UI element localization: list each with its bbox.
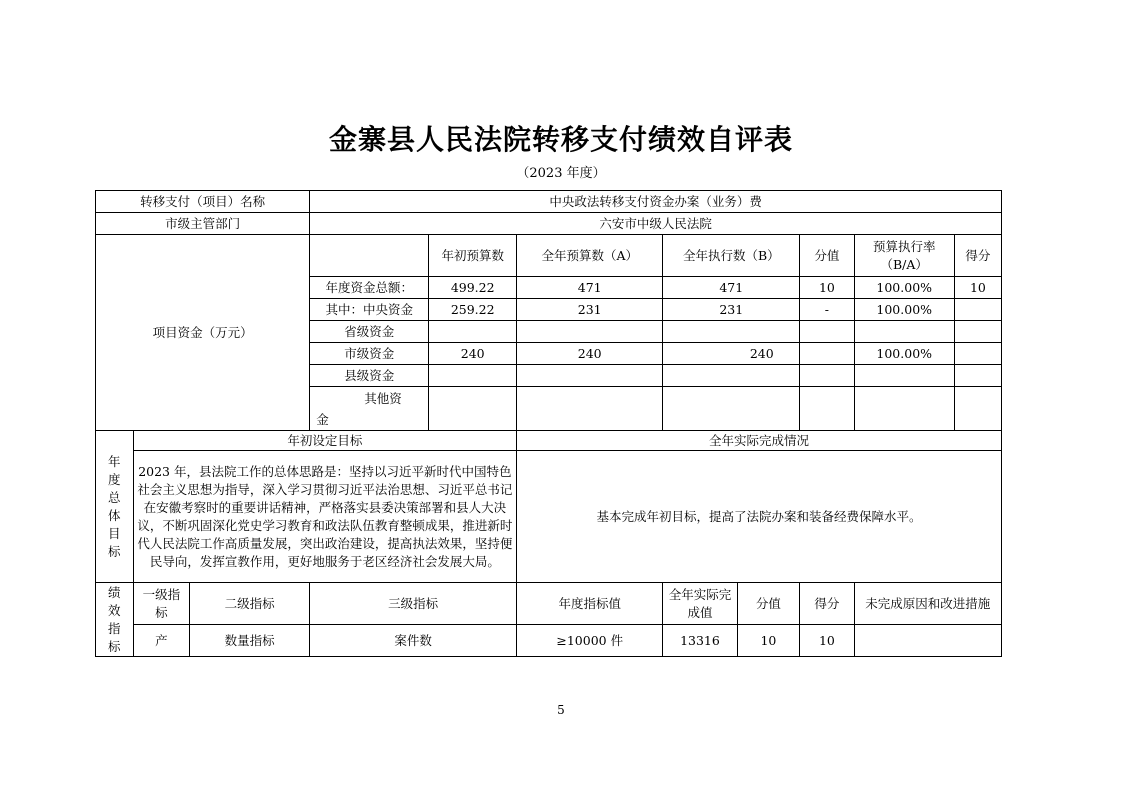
funds-row-label: 其中：中央资金: [310, 299, 429, 321]
funds-row-label: 市级资金: [310, 343, 429, 365]
funds-executed: [663, 321, 800, 343]
funds-score: [954, 387, 1001, 431]
score-value-header: 分值: [800, 235, 854, 277]
reason-header: 未完成原因和改进措施: [854, 583, 1001, 625]
execution-rate-header: 预算执行率（B/A）: [854, 235, 954, 277]
project-name-label: 转移支付（项目）名称: [96, 191, 310, 213]
funds-header-row: [96, 235, 1002, 277]
actual-value-header: 全年实际完成值: [663, 583, 737, 625]
indicator-level3: 案件数: [310, 625, 517, 657]
funds-executed: [663, 387, 800, 431]
funds-blank-header: [310, 235, 429, 277]
indicator-target: ≥10000 件: [517, 625, 663, 657]
level3-header: 三级指标: [310, 583, 517, 625]
indicator-row: [96, 625, 1002, 657]
report-year: （2023 年度）: [516, 166, 606, 181]
funds-score: [954, 343, 1001, 365]
funds-annual: [517, 365, 663, 387]
funds-annual: [517, 321, 663, 343]
page-number: 5: [557, 703, 565, 717]
target-value-header: 年度指标值: [517, 583, 663, 625]
indicator-header-row: [96, 583, 1002, 625]
funds-score: 10: [954, 277, 1001, 299]
indicator-score-value-header: 分值: [737, 583, 800, 625]
funds-initial: [429, 387, 517, 431]
funds-score-value: [800, 387, 854, 431]
performance-table: [95, 190, 1002, 657]
funds-initial: 499.22: [429, 277, 517, 299]
funds-rate: 100.00%: [854, 299, 954, 321]
funds-initial: 259.22: [429, 299, 517, 321]
funds-rate: [854, 321, 954, 343]
indicator-actual: 13316: [663, 625, 737, 657]
indicator-reason: [854, 625, 1001, 657]
indicator-score-header: 得分: [800, 583, 854, 625]
funds-rate: [854, 365, 954, 387]
initial-budget-header: 年初预算数: [429, 235, 517, 277]
funds-row-label: 县级资金: [310, 365, 429, 387]
indicator-level2: 数量指标: [190, 625, 310, 657]
level2-header: 二级指标: [190, 583, 310, 625]
funds-rate: 100.00%: [854, 343, 954, 365]
funds-initial: 240: [429, 343, 517, 365]
funds-score-value: [800, 343, 854, 365]
goals-side-label: 年 度 总 体 目 标: [96, 431, 134, 583]
funds-row-label: 省级资金: [310, 321, 429, 343]
project-name-value: 中央政法转移支付资金办案（业务）费: [310, 191, 1002, 213]
department-label: 市级主管部门: [96, 213, 310, 235]
funds-annual: 240: [517, 343, 663, 365]
funds-annual: 231: [517, 299, 663, 321]
actual-completion-text: 基本完成年初目标，提高了法院办案和装备经费保障水平。: [517, 451, 1002, 583]
funds-row-label: 其他资金: [310, 387, 429, 431]
page-title: 金寨县人民法院转移支付绩效自评表: [328, 123, 793, 156]
indicator-score: 10: [800, 625, 854, 657]
actual-completion-header: 全年实际完成情况: [517, 431, 1002, 451]
funds-rate: [854, 387, 954, 431]
funds-score: [954, 365, 1001, 387]
funds-label: 项目资金（万元）: [96, 235, 310, 431]
department-row: [96, 213, 1002, 235]
funds-score: [954, 299, 1001, 321]
funds-executed: [663, 365, 800, 387]
funds-executed: 240: [663, 343, 800, 365]
department-value: 六安市中级人民法院: [310, 213, 1002, 235]
level1-header: 一级指标: [133, 583, 189, 625]
indicator-score-value: 10: [737, 625, 800, 657]
project-name-row: [96, 191, 1002, 213]
annual-budget-header: 全年预算数（A）: [517, 235, 663, 277]
funds-score: [954, 321, 1001, 343]
score-header: 得分: [954, 235, 1001, 277]
indicator-level1: 产: [133, 625, 189, 657]
funds-annual: 471: [517, 277, 663, 299]
goals-content-row: [96, 451, 1002, 583]
initial-goal-header: 年初设定目标: [133, 431, 516, 451]
funds-row-label: 年度资金总额：: [310, 277, 429, 299]
funds-score-value: [800, 365, 854, 387]
funds-executed: 231: [663, 299, 800, 321]
funds-score-value: [800, 321, 854, 343]
funds-rate: 100.00%: [854, 277, 954, 299]
initial-goal-text: 2023 年，县法院工作的总体思路是：坚持以习近平新时代中国特色社会主义思想为指导，深入学习贯彻习近平法治思想、习近平总书记在安徽考察时的重要讲话精神，严格落实县委决策部署和县人大决议，不断巩固深化党史学习教育和政法队伍教育整顿成果，推进新时代人民法院工作高质量发展，突出政治建设，提高执法效果，坚持便民导向，发挥宣教作用，更好地服务于老区经济社会发展大局。: [133, 451, 516, 583]
funds-executed: 471: [663, 277, 800, 299]
funds-score-value: -: [800, 299, 854, 321]
funds-initial: [429, 321, 517, 343]
executed-header: 全年执行数（B）: [663, 235, 800, 277]
goals-header-row: [96, 431, 1002, 451]
funds-initial: [429, 365, 517, 387]
funds-annual: [517, 387, 663, 431]
indicators-side-label: 绩 效 指 标: [96, 583, 134, 657]
funds-score-value: 10: [800, 277, 854, 299]
